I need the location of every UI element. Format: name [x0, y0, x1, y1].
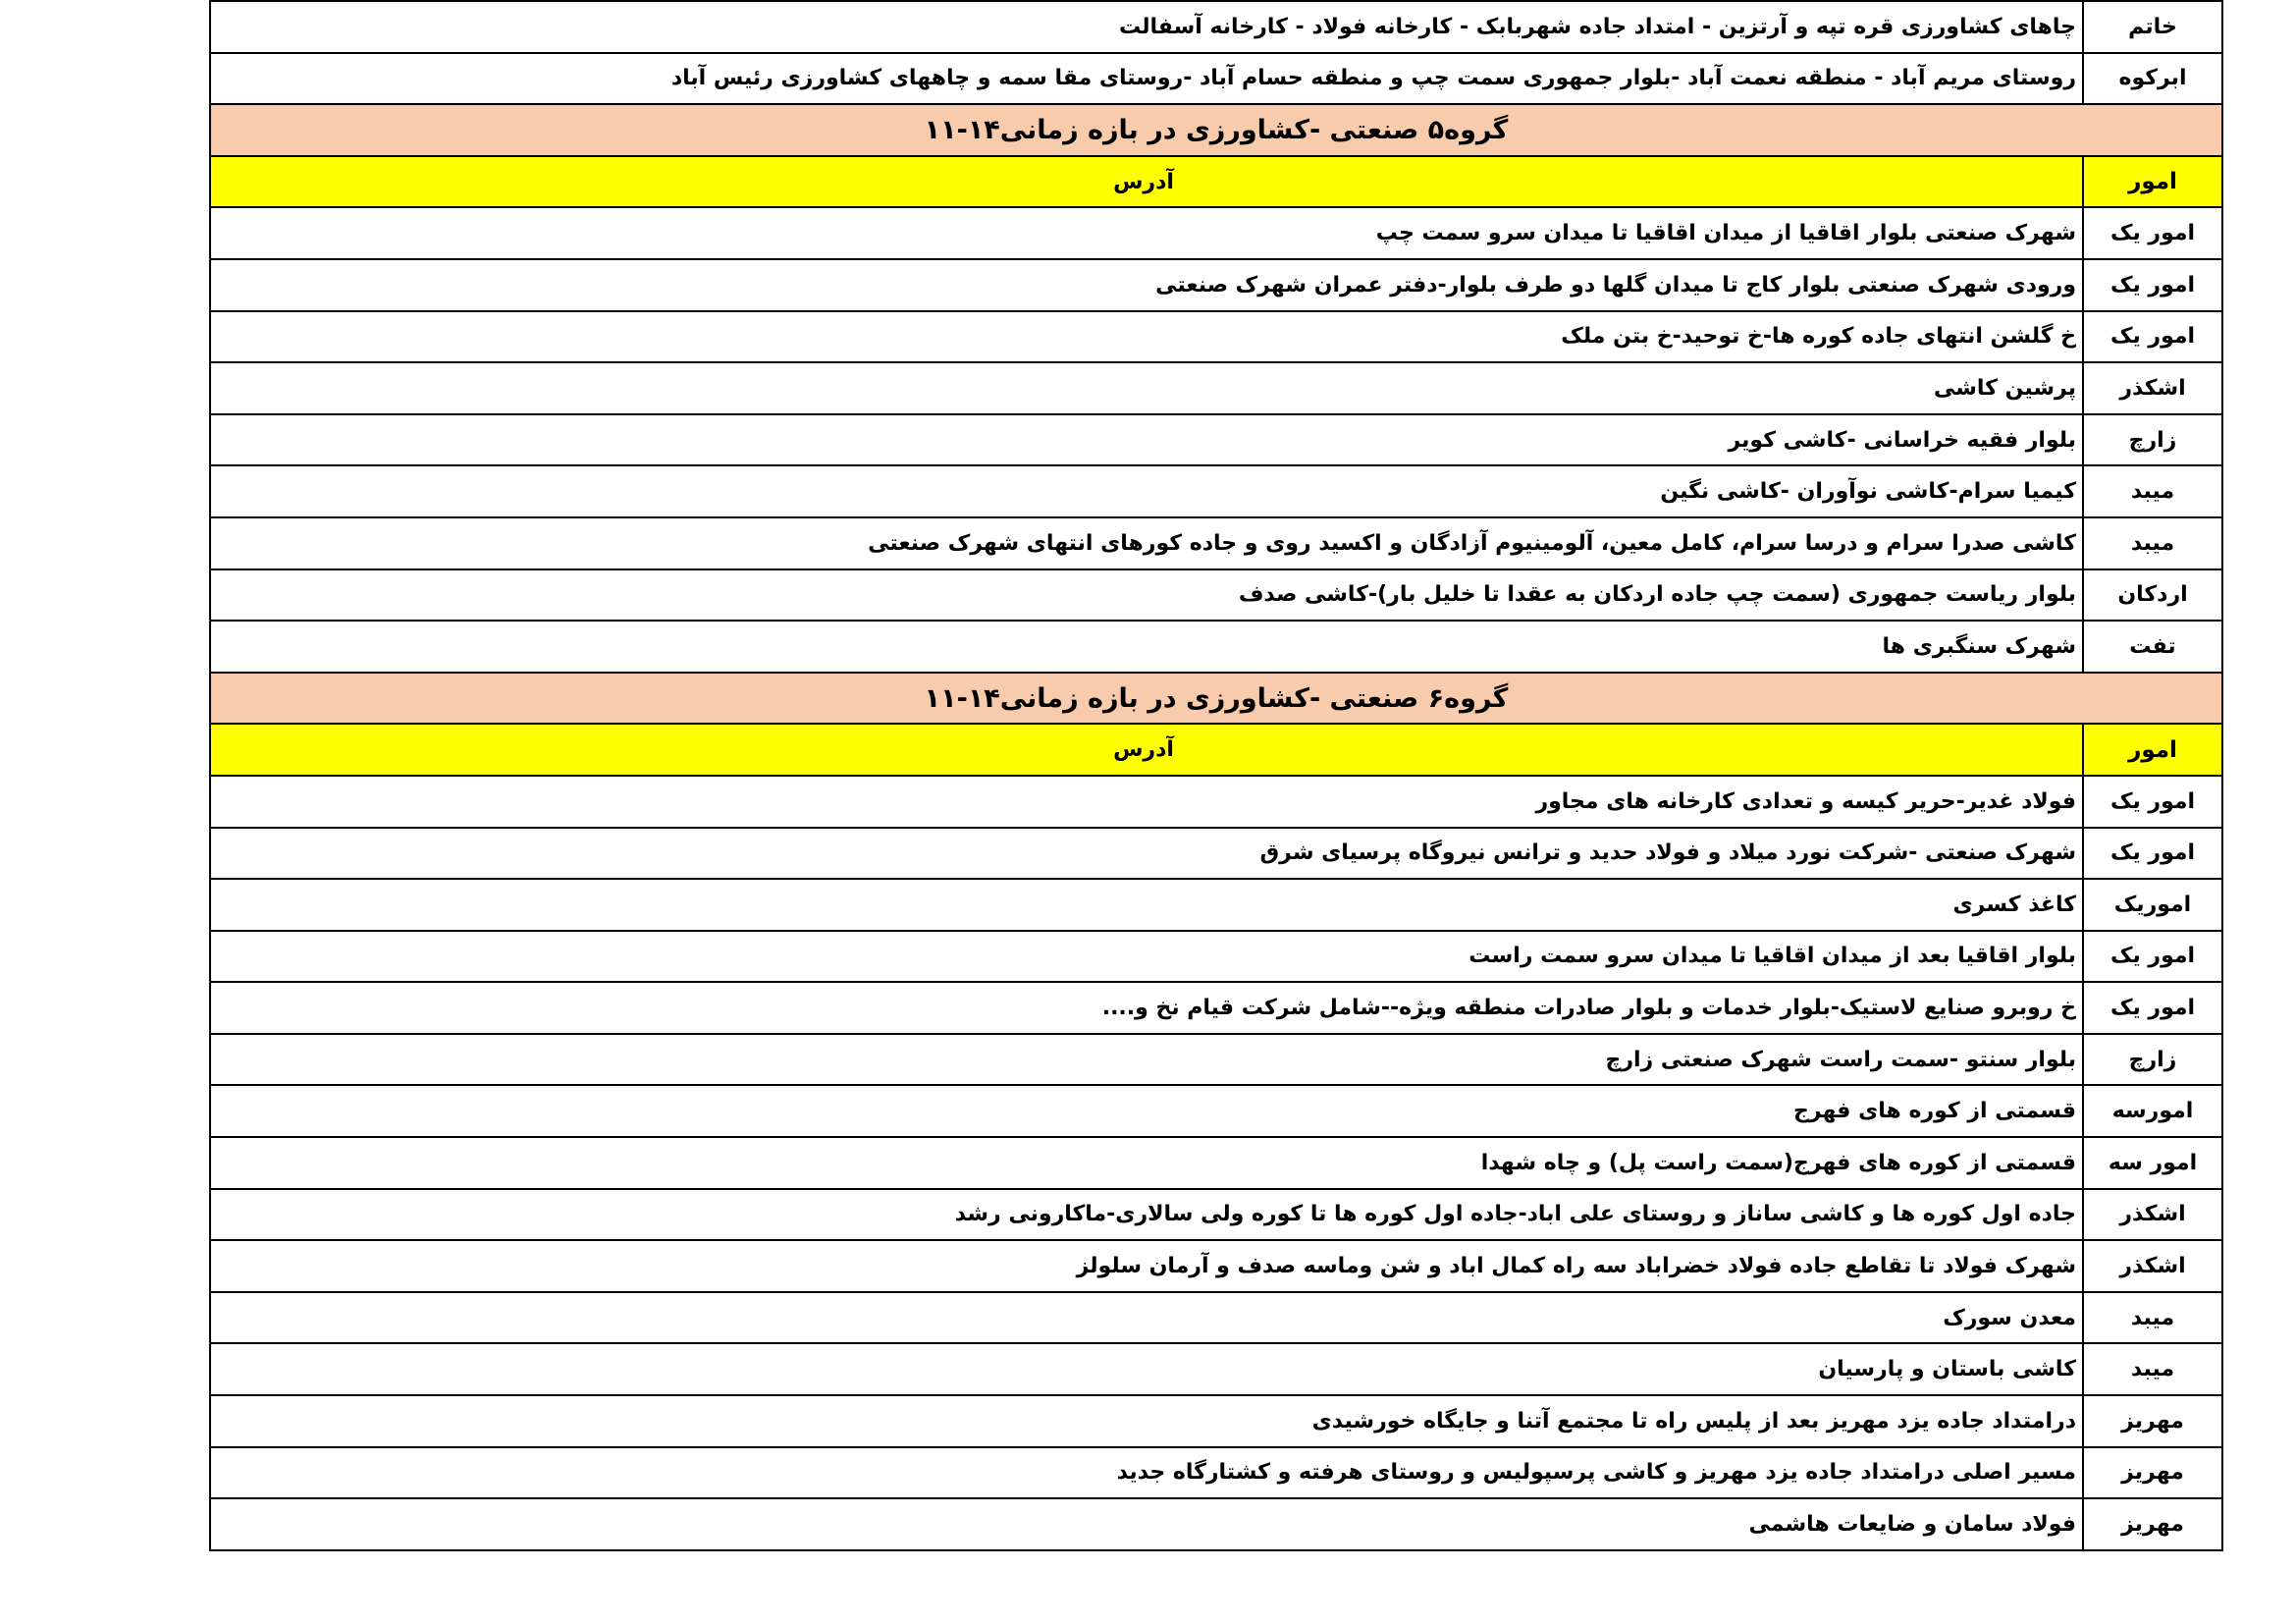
- table-row: [210, 1292, 2222, 1344]
- table-row: [210, 311, 2222, 363]
- header-address: آدرس: [210, 156, 2083, 208]
- area-cell: مهریز: [2083, 1498, 2222, 1550]
- address-cell: قسمتی از کوره های فهرج: [210, 1085, 2083, 1137]
- address-cell: قسمتی از کوره های فهرج(سمت راست پل) و چاه شهدا: [210, 1137, 2083, 1189]
- area-cell: اردکان: [2083, 569, 2222, 622]
- address-cell: کیمیا سرام-کاشی نوآوران -کاشی نگین: [210, 465, 2083, 517]
- area-cell: میبد: [2083, 1343, 2222, 1395]
- area-cell: امورسه: [2083, 1085, 2222, 1137]
- table-row: [210, 53, 2222, 105]
- header-row: [210, 724, 2222, 776]
- address-cell: مسیر اصلی درامتداد جاده یزد مهریز و کاشی پرسپولیس و روستای هرفته و کشتارگاه جدید: [210, 1447, 2083, 1499]
- table-row: [210, 465, 2222, 517]
- area-cell: امور یک: [2083, 311, 2222, 363]
- table-row: [210, 259, 2222, 311]
- table-row: [210, 1085, 2222, 1137]
- table-row: [210, 1189, 2222, 1241]
- area-cell: اشکذر: [2083, 362, 2222, 414]
- address-cell: پرشین کاشی: [210, 362, 2083, 414]
- area-cell: اشکذر: [2083, 1189, 2222, 1241]
- address-cell: شهرک صنعتی -شرکت نورد میلاد و فولاد حدید و ترانس نیروگاه پرسیای شرق: [210, 828, 2083, 880]
- address-cell: شهرک صنعتی بلوار اقاقیا از میدان اقاقیا تا میدان سرو سمت چپ: [210, 207, 2083, 259]
- area-cell: مهریز: [2083, 1395, 2222, 1447]
- table-row: [210, 1343, 2222, 1395]
- area-cell: زارچ: [2083, 1034, 2222, 1086]
- table-row: [210, 1498, 2222, 1550]
- area-cell: تفت: [2083, 621, 2222, 673]
- address-cell: ورودی شهرک صنعتی بلوار کاج تا میدان گلها دو طرف بلوار-دفتر عمران شهرک صنعتی: [210, 259, 2083, 311]
- address-cell: بلوار فقیه خراسانی -کاشی کویر: [210, 414, 2083, 466]
- table-row: [210, 569, 2222, 622]
- area-cell: مهریز: [2083, 1447, 2222, 1499]
- area-cell: امور یک: [2083, 259, 2222, 311]
- table-row: [210, 1, 2222, 53]
- area-cell: اموریک: [2083, 879, 2222, 931]
- schedule-table: [209, 0, 2223, 1551]
- table-row: [210, 776, 2222, 828]
- address-cell: خ روبرو صنایع لاستیک-بلوار خدمات و بلوار صادرات منطقه ویژه--شامل شرکت قیام نخ و....: [210, 982, 2083, 1034]
- area-cell: خاتم: [2083, 1, 2222, 53]
- group-title: گروه۵ صنعتی -کشاورزی در بازه زمانی۱۴-۱۱: [210, 104, 2222, 156]
- address-cell: بلوار ریاست جمهوری (سمت چپ جاده اردکان به عقدا تا خلیل بار)-کاشی صدف: [210, 569, 2083, 622]
- address-cell: فولاد سامان و ضایعات هاشمی: [210, 1498, 2083, 1550]
- area-cell: اشکذر: [2083, 1240, 2222, 1292]
- group-title: گروه۶ صنعتی -کشاورزی در بازه زمانی۱۴-۱۱: [210, 673, 2222, 725]
- area-cell: امور یک: [2083, 776, 2222, 828]
- table-row: [210, 982, 2222, 1034]
- header-address: آدرس: [210, 724, 2083, 776]
- address-cell: روستای مریم آباد - منطقه نعمت آباد -بلوار جمهوری سمت چپ و منطقه حسام آباد -روستای مقا سمه و چاههای کشاورزی رئیس آباد: [210, 53, 2083, 105]
- address-cell: خ گلشن انتهای جاده کوره ها-خ توحید-خ بتن ملک: [210, 311, 2083, 363]
- table-row: [210, 879, 2222, 931]
- header-row: [210, 156, 2222, 208]
- table-row: [210, 414, 2222, 466]
- schedule-body: [210, 1, 2222, 1550]
- address-cell: کاغذ کسری: [210, 879, 2083, 931]
- table-row: [210, 1447, 2222, 1499]
- table-row: [210, 362, 2222, 414]
- area-cell: امور یک: [2083, 207, 2222, 259]
- address-cell: درامتداد جاده یزد مهریز بعد از پلیس راه تا مجتمع آتنا و جایگاه خورشیدی: [210, 1395, 2083, 1447]
- table-row: [210, 931, 2222, 983]
- table-row: [210, 517, 2222, 569]
- header-area: امور: [2083, 156, 2222, 208]
- area-cell: ابرکوه: [2083, 53, 2222, 105]
- area-cell: امور یک: [2083, 982, 2222, 1034]
- table-row: [210, 1137, 2222, 1189]
- address-cell: فولاد غدیر-حریر کیسه و تعدادی کارخانه های مجاور: [210, 776, 2083, 828]
- table-row: [210, 1395, 2222, 1447]
- table-row: [210, 828, 2222, 880]
- area-cell: میبد: [2083, 517, 2222, 569]
- area-cell: امور یک: [2083, 931, 2222, 983]
- address-cell: کاشی باستان و پارسیان: [210, 1343, 2083, 1395]
- address-cell: چاهای کشاورزی قره تپه و آرتزین - امتداد جاده شهربابک - کارخانه فولاد - کارخانه آسفالت: [210, 1, 2083, 53]
- group-title-row: [210, 673, 2222, 725]
- address-cell: شهرک فولاد تا تقاطع جاده فولاد خضراباد سه راه کمال اباد و شن وماسه صدف و آرمان سلولز: [210, 1240, 2083, 1292]
- table-row: [210, 1034, 2222, 1086]
- area-cell: زارچ: [2083, 414, 2222, 466]
- address-cell: کاشی صدرا سرام و درسا سرام، کامل معین، آلومینیوم آزادگان و اکسید روی و جاده کورهای انتهای شهرک صنعتی: [210, 517, 2083, 569]
- address-cell: معدن سورک: [210, 1292, 2083, 1344]
- table-row: [210, 1240, 2222, 1292]
- address-cell: بلوار سنتو -سمت راست شهرک صنعتی زارچ: [210, 1034, 2083, 1086]
- address-cell: بلوار اقاقیا بعد از میدان اقاقیا تا میدان سرو سمت راست: [210, 931, 2083, 983]
- address-cell: جاده اول کوره ها و کاشی ساناز و روستای علی اباد-جاده اول کوره ها تا کوره ولی سالاری-ماکارونی رشد: [210, 1189, 2083, 1241]
- area-cell: امور یک: [2083, 828, 2222, 880]
- table-row: [210, 207, 2222, 259]
- area-cell: میبد: [2083, 1292, 2222, 1344]
- table-row: [210, 621, 2222, 673]
- address-cell: شهرک سنگبری ها: [210, 621, 2083, 673]
- group-title-row: [210, 104, 2222, 156]
- header-area: امور: [2083, 724, 2222, 776]
- area-cell: میبد: [2083, 465, 2222, 517]
- area-cell: امور سه: [2083, 1137, 2222, 1189]
